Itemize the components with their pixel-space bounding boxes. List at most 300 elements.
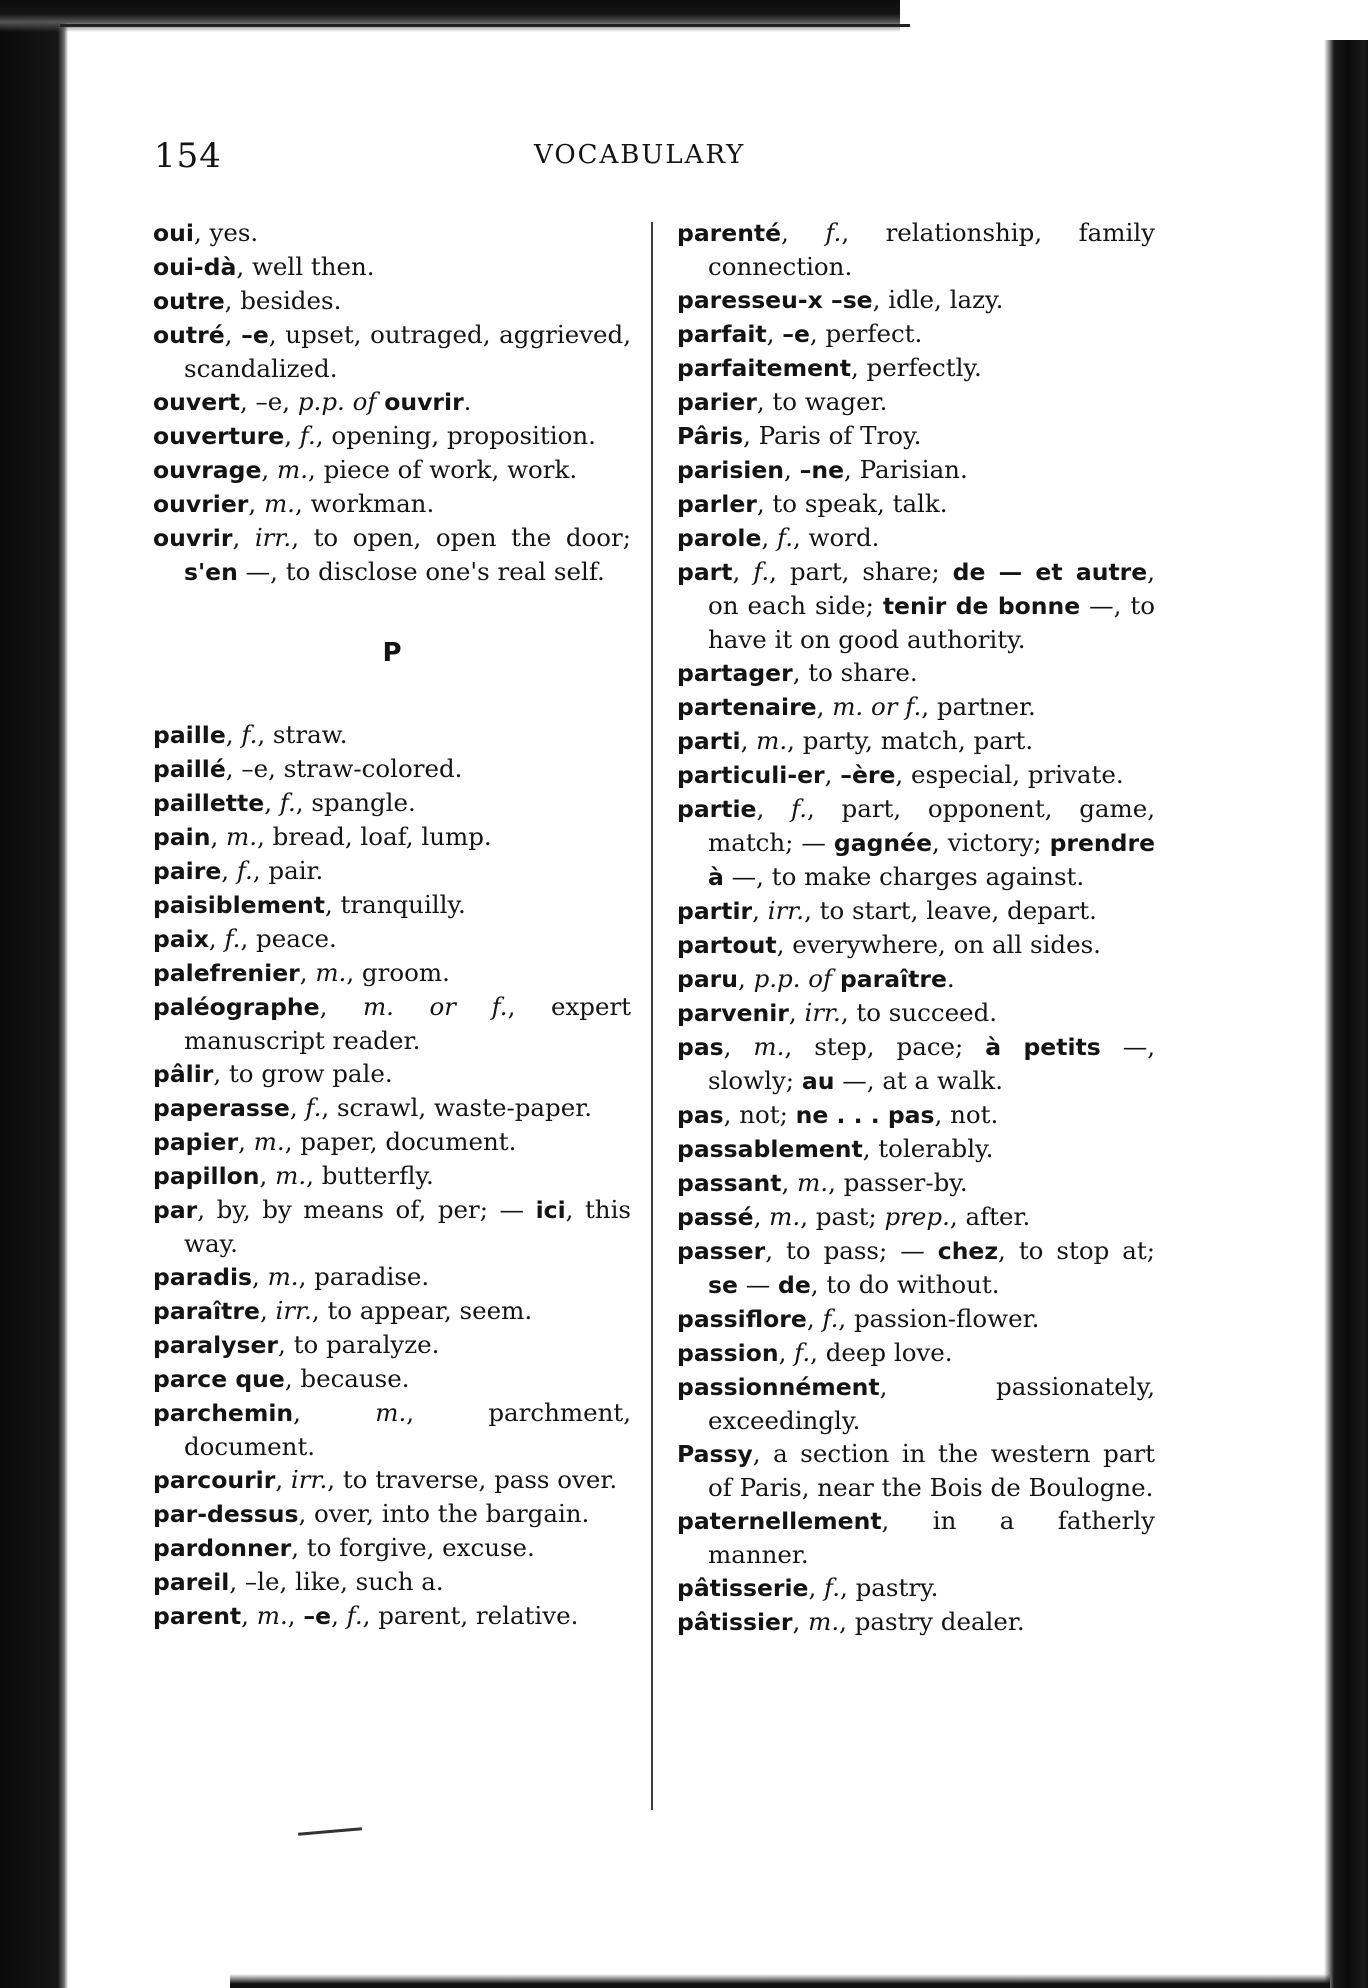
headword: paralyser bbox=[153, 1331, 279, 1359]
headword: paperasse bbox=[153, 1094, 290, 1122]
bottom-edge-shadow bbox=[230, 1974, 1330, 1988]
definition-text: , victory; bbox=[932, 828, 1050, 857]
definition-text: , bbox=[264, 788, 280, 817]
grammar-abbrev: m. bbox=[256, 1601, 288, 1630]
dictionary-entry bbox=[677, 487, 1155, 521]
definition-text: —, to have it on good authority. bbox=[708, 591, 1155, 654]
definition-text: , bbox=[259, 1161, 276, 1190]
dictionary-entry bbox=[153, 385, 631, 419]
headword: de — et autre bbox=[952, 558, 1148, 586]
definition-text: , workman. bbox=[294, 489, 435, 518]
definition-text: , because. bbox=[284, 1364, 410, 1393]
headword: parfaitement bbox=[677, 354, 851, 382]
definition-text: , Parisian. bbox=[844, 455, 968, 484]
definition-text: , to share. bbox=[792, 658, 918, 687]
dictionary-entry bbox=[677, 724, 1155, 758]
dictionary-entry bbox=[677, 1098, 1155, 1132]
headword: –e bbox=[241, 321, 269, 349]
headword: partenaire bbox=[677, 693, 817, 721]
definition-text: , to grow pale. bbox=[213, 1059, 393, 1088]
grammar-abbrev: f. bbox=[753, 557, 770, 586]
definition-text: , deep love. bbox=[810, 1338, 953, 1367]
dictionary-entry bbox=[677, 317, 1155, 351]
grammar-abbrev: irr. bbox=[767, 896, 805, 925]
definition-text: , bbox=[299, 958, 316, 987]
definition-text: , opening, proposition. bbox=[315, 421, 596, 450]
grammar-abbrev: f. bbox=[224, 924, 241, 953]
dictionary-entry bbox=[153, 487, 631, 521]
dictionary-entry bbox=[677, 1234, 1155, 1302]
grammar-abbrev: p.p. of bbox=[297, 387, 377, 416]
dictionary-entry bbox=[677, 792, 1155, 894]
grammar-abbrev: m. bbox=[808, 1607, 840, 1636]
headword: paraître bbox=[839, 965, 947, 993]
headword: –ère bbox=[840, 761, 896, 789]
definition-text: , to paralyze. bbox=[278, 1330, 440, 1359]
headword: paire bbox=[153, 857, 222, 885]
headword: Passy bbox=[677, 1440, 753, 1468]
grammar-abbrev: f. bbox=[777, 523, 793, 552]
dictionary-entry bbox=[153, 1260, 631, 1294]
grammar-abbrev: m. or f. bbox=[362, 992, 508, 1021]
definition-text: , to do without. bbox=[810, 1270, 1000, 1299]
headword: oui-dà bbox=[153, 253, 237, 281]
definition-text: , bbox=[806, 1304, 823, 1333]
definition-text: , to wager. bbox=[756, 387, 888, 416]
definition-text: , especial, private. bbox=[895, 760, 1124, 789]
definition-text: , peace. bbox=[240, 924, 337, 953]
dictionary-entry bbox=[153, 1396, 631, 1463]
definition-text: , bbox=[284, 421, 300, 450]
headword: paisiblement bbox=[153, 891, 325, 919]
dictionary-entry bbox=[677, 283, 1155, 317]
headword: parler bbox=[677, 490, 757, 518]
definition-text: , –e, straw-colored. bbox=[225, 754, 463, 783]
headword: paternellement bbox=[677, 1507, 882, 1535]
definition-text: , past; bbox=[800, 1202, 885, 1231]
dictionary-entry bbox=[153, 521, 631, 589]
definition-text: —, to disclose one's real self. bbox=[237, 557, 605, 586]
definition-text: , expert manuscript reader. bbox=[184, 992, 631, 1055]
headword: parfait bbox=[677, 320, 767, 348]
definition-text: — bbox=[737, 1270, 779, 1299]
definition-text: —, at a walk. bbox=[834, 1066, 1003, 1095]
definition-text: , bbox=[331, 1601, 347, 1630]
dictionary-entry bbox=[153, 1193, 631, 1260]
grammar-abbrev: f. bbox=[346, 1601, 363, 1630]
grammar-abbrev: m. or f. bbox=[832, 692, 922, 721]
headword: paillette bbox=[153, 789, 265, 817]
dictionary-entry bbox=[153, 1362, 631, 1396]
definition-text: , bbox=[788, 998, 805, 1027]
definition-text: , yes. bbox=[193, 218, 259, 247]
definition-text: , bbox=[808, 1573, 825, 1602]
definition-text: , bbox=[824, 760, 841, 789]
definition-text: , to traverse, pass over. bbox=[327, 1465, 618, 1494]
definition-text: , bbox=[293, 1398, 376, 1427]
dictionary-entry bbox=[677, 996, 1155, 1030]
grammar-abbrev: m. bbox=[753, 1032, 785, 1061]
headword: passant bbox=[677, 1169, 782, 1197]
grammar-abbrev: f. bbox=[241, 720, 258, 749]
definition-text: , to pass; — bbox=[765, 1236, 938, 1265]
dictionary-entry bbox=[153, 922, 631, 956]
definition-text: , bbox=[740, 726, 757, 755]
headword: passablement bbox=[677, 1135, 863, 1163]
dictionary-entry bbox=[153, 718, 631, 752]
definition-text: , tolerably. bbox=[862, 1134, 994, 1163]
dictionary-entry bbox=[677, 758, 1155, 792]
headword: papillon bbox=[153, 1162, 260, 1190]
definition-text: , bbox=[784, 455, 800, 484]
definition-text: —, slowly; bbox=[708, 1032, 1156, 1095]
definition-text: , not; bbox=[723, 1100, 796, 1129]
grammar-abbrev: f. bbox=[825, 218, 842, 247]
dictionary-entry bbox=[677, 1302, 1155, 1336]
definition-text: , to speak, talk. bbox=[756, 489, 948, 518]
definition-text: , Paris of Troy. bbox=[743, 421, 922, 450]
headword: prendre à bbox=[708, 829, 1156, 891]
dictionary-entry bbox=[153, 216, 631, 250]
grammar-abbrev: f. bbox=[824, 1573, 841, 1602]
headword: passé bbox=[677, 1203, 754, 1231]
definition-text: , scrawl, waste-paper. bbox=[321, 1093, 592, 1122]
dictionary-entry bbox=[153, 1599, 631, 1633]
headword: de bbox=[778, 1271, 811, 1299]
headword: outre bbox=[153, 287, 225, 315]
headword: paillé bbox=[153, 755, 226, 783]
headword: –e bbox=[303, 1602, 332, 1630]
grammar-abbrev: m. bbox=[267, 1262, 299, 1291]
definition-text: . bbox=[463, 387, 472, 416]
dictionary-entry bbox=[677, 1132, 1155, 1166]
definition-text: , to open, open the door; bbox=[291, 523, 632, 552]
definition-text: , bbox=[232, 523, 255, 552]
definition-text: , bbox=[252, 1262, 268, 1291]
headword: tenir de bonne bbox=[882, 592, 1081, 620]
headword: parcourir bbox=[153, 1466, 276, 1494]
dictionary-entry bbox=[677, 962, 1155, 996]
pen-stroke-mark bbox=[298, 1827, 362, 1836]
headword: –e bbox=[782, 320, 810, 348]
definition-text: , bbox=[738, 964, 754, 993]
definition-text: , bbox=[753, 1202, 770, 1231]
dictionary-entry bbox=[153, 888, 631, 922]
definition-text: . bbox=[946, 964, 955, 993]
headword: se bbox=[708, 1271, 738, 1299]
grammar-abbrev: m. bbox=[756, 726, 788, 755]
definition-text: , bbox=[225, 720, 242, 749]
dictionary-entry bbox=[677, 1166, 1155, 1200]
definition-text: , parent, relative. bbox=[362, 1601, 579, 1630]
headword: pardonner bbox=[153, 1534, 292, 1562]
dictionary-entry bbox=[153, 956, 631, 990]
definition-text: , bbox=[723, 1032, 754, 1061]
definition-text: , after. bbox=[949, 1202, 1031, 1231]
bound-edge-shadow bbox=[0, 0, 68, 1988]
headword: partout bbox=[677, 931, 777, 959]
definition-text: , parchment, document. bbox=[184, 1398, 631, 1461]
definition-text: —, to make charges against. bbox=[723, 862, 1085, 891]
headword: ouvert bbox=[153, 388, 240, 416]
headword: parchemin bbox=[153, 1399, 294, 1427]
dictionary-entry bbox=[153, 1159, 631, 1193]
headword: passionnément bbox=[677, 1373, 880, 1401]
definition-text: , pastry. bbox=[840, 1573, 939, 1602]
dictionary-entry bbox=[677, 656, 1155, 690]
definition-text: , to appear, seem. bbox=[311, 1296, 533, 1325]
dictionary-entry bbox=[677, 1605, 1155, 1639]
headword: s'en bbox=[184, 558, 238, 586]
dictionary-entry bbox=[153, 820, 631, 854]
headword: parole bbox=[677, 524, 762, 552]
dictionary-entry bbox=[153, 1294, 631, 1328]
definition-text: , idle, lazy. bbox=[872, 285, 1004, 314]
definition-text: , a section in the western part of Paris, near the Bois de Boulogne. bbox=[708, 1439, 1155, 1502]
headword: paru bbox=[677, 965, 738, 993]
grammar-abbrev: irr. bbox=[254, 523, 292, 552]
definition-text: , bbox=[756, 794, 792, 823]
dictionary-entry bbox=[153, 1463, 631, 1497]
dictionary-entry bbox=[153, 1497, 631, 1531]
dictionary-entry bbox=[153, 1125, 631, 1159]
definition-text: , bbox=[224, 320, 242, 349]
dictionary-entry bbox=[153, 1328, 631, 1362]
grammar-abbrev: f. bbox=[299, 421, 316, 450]
definition-text: , piece of work, work. bbox=[308, 455, 578, 484]
headword: parce que bbox=[153, 1365, 285, 1393]
headword: papier bbox=[153, 1128, 239, 1156]
definition-text: , bbox=[792, 1607, 809, 1636]
dictionary-entry bbox=[677, 351, 1155, 385]
dictionary-entry bbox=[677, 419, 1155, 453]
definition-text: , part, opponent, game, match; — bbox=[708, 794, 1156, 857]
grammar-abbrev: prep. bbox=[884, 1202, 950, 1231]
dictionary-entry bbox=[153, 1057, 631, 1091]
definition-text: , bbox=[319, 992, 363, 1021]
definition-text: , passer-by. bbox=[828, 1168, 968, 1197]
dictionary-entry bbox=[153, 990, 631, 1057]
definition-text: , bbox=[778, 1338, 795, 1367]
definition-text: , besides. bbox=[224, 286, 342, 315]
headword: parier bbox=[677, 388, 757, 416]
definition-text: , bbox=[816, 692, 833, 721]
definition-text: , on each side; bbox=[708, 557, 1156, 620]
grammar-abbrev: m. bbox=[263, 489, 295, 518]
grammar-abbrev: m. bbox=[226, 822, 258, 851]
headword: ouvrir bbox=[384, 388, 464, 416]
definition-text: , party, match, part. bbox=[787, 726, 1034, 755]
definition-text: , partner. bbox=[921, 692, 1036, 721]
headword: ouvrage bbox=[153, 456, 262, 484]
grammar-abbrev: f. bbox=[794, 1338, 811, 1367]
headword: pâtissier bbox=[677, 1608, 793, 1636]
definition-text: , bbox=[259, 1296, 276, 1325]
definition-text: , bbox=[287, 1601, 304, 1630]
grammar-abbrev: m. bbox=[275, 1161, 307, 1190]
headword: partie bbox=[677, 795, 757, 823]
headword: par-dessus bbox=[153, 1500, 299, 1528]
grammar-abbrev: m. bbox=[769, 1202, 801, 1231]
left-column bbox=[153, 216, 631, 1633]
column-rule bbox=[651, 222, 653, 1810]
dictionary-entry bbox=[677, 894, 1155, 928]
dictionary-entry bbox=[153, 284, 631, 318]
grammar-abbrev: f. bbox=[279, 788, 296, 817]
headword: oui bbox=[153, 219, 194, 247]
headword: ouvrier bbox=[153, 490, 249, 518]
definition-text: , pair. bbox=[252, 856, 324, 885]
dictionary-entry bbox=[153, 1091, 631, 1125]
dictionary-entry bbox=[153, 1531, 631, 1565]
grammar-abbrev: f. bbox=[236, 856, 253, 885]
headword: passiflore bbox=[677, 1305, 807, 1333]
definition-text: , bbox=[275, 1465, 291, 1494]
definition-text: , –e, bbox=[239, 387, 298, 416]
grammar-abbrev: p.p. of bbox=[753, 964, 833, 993]
dictionary-entry bbox=[153, 250, 631, 284]
definition-text: , bbox=[761, 523, 777, 552]
definition-text: , groom. bbox=[346, 958, 450, 987]
dictionary-entry bbox=[153, 419, 631, 453]
definition-text: , by, by means of, per; — bbox=[197, 1195, 536, 1224]
grammar-abbrev: m. bbox=[276, 455, 309, 484]
headword: part bbox=[677, 558, 733, 586]
headword: pâlir bbox=[153, 1060, 214, 1088]
headword: ouvrir bbox=[153, 524, 233, 552]
dictionary-entry bbox=[153, 318, 631, 385]
headword: paille bbox=[153, 721, 226, 749]
headword: pas bbox=[677, 1033, 724, 1061]
headword: pareil bbox=[153, 1568, 230, 1596]
headword: pain bbox=[153, 823, 211, 851]
grammar-abbrev: irr. bbox=[804, 998, 841, 1027]
dictionary-entry bbox=[677, 521, 1155, 555]
dictionary-entry bbox=[677, 1370, 1155, 1437]
headword: Pâris bbox=[677, 422, 744, 450]
definition-text: , well then. bbox=[236, 252, 375, 281]
definition-text: , this way. bbox=[184, 1195, 631, 1258]
headword: paléographe bbox=[153, 993, 320, 1021]
dictionary-entry bbox=[153, 453, 631, 487]
page-number: 154 bbox=[154, 136, 222, 176]
headword: parisien bbox=[677, 456, 785, 484]
headword: passion bbox=[677, 1339, 779, 1367]
definition-text: , bbox=[238, 1127, 254, 1156]
definition-text: , bbox=[208, 924, 225, 953]
dictionary-entry bbox=[677, 453, 1155, 487]
dictionary-entry bbox=[677, 1571, 1155, 1605]
headword: paraître bbox=[153, 1297, 260, 1325]
definition-text: , spangle. bbox=[295, 788, 416, 817]
dictionary-entry bbox=[677, 1336, 1155, 1370]
definition-text: , relationship, family connection. bbox=[708, 218, 1155, 281]
definition-text: , step, pace; bbox=[784, 1032, 986, 1061]
definition-text: , to succeed. bbox=[840, 998, 998, 1027]
headword: outré bbox=[153, 321, 225, 349]
definition-text: , bbox=[289, 1093, 306, 1122]
grammar-abbrev: f. bbox=[791, 794, 808, 823]
definition-text: , bbox=[261, 455, 277, 484]
definition-text: , bbox=[221, 856, 237, 885]
headword: ouverture bbox=[153, 422, 285, 450]
headword: chez bbox=[937, 1237, 999, 1265]
dictionary-entry bbox=[677, 1437, 1155, 1504]
grammar-abbrev: irr. bbox=[275, 1296, 312, 1325]
definition-text: , bbox=[781, 1168, 798, 1197]
headword: partager bbox=[677, 659, 793, 687]
running-head: VOCABULARY bbox=[534, 140, 746, 170]
definition-text: , butterfly. bbox=[306, 1161, 434, 1190]
dictionary-entry bbox=[677, 1030, 1155, 1098]
definition-text: , pastry dealer. bbox=[839, 1607, 1025, 1636]
dictionary-entry bbox=[677, 928, 1155, 962]
definition-text: , perfectly. bbox=[850, 353, 982, 382]
headword: parenté bbox=[677, 219, 782, 247]
headword: –ne bbox=[799, 456, 845, 484]
grammar-abbrev: irr. bbox=[290, 1465, 328, 1494]
headword: paradis bbox=[153, 1263, 252, 1291]
definition-text: , perfect. bbox=[809, 319, 923, 348]
headword: paresseu-x –se bbox=[677, 286, 873, 314]
definition-text: , upset, outraged, aggrieved, scandalized. bbox=[184, 320, 632, 383]
headword: ne . . . pas bbox=[795, 1101, 935, 1129]
headword: parvenir bbox=[677, 999, 789, 1027]
grammar-abbrev: m. bbox=[375, 1398, 407, 1427]
definition-text: , bread, loaf, lump. bbox=[257, 822, 492, 851]
headword: ici bbox=[535, 1196, 566, 1224]
definition-text: , to stop at; bbox=[998, 1236, 1155, 1265]
definition-text: , straw. bbox=[257, 720, 348, 749]
definition-text: , to start, leave, depart. bbox=[804, 896, 1097, 925]
dictionary-entry bbox=[153, 1565, 631, 1599]
definition-text: , bbox=[766, 319, 783, 348]
definition-text: , part, share; bbox=[769, 557, 953, 586]
definition-text: , over, into the bargain. bbox=[298, 1499, 590, 1528]
dictionary-entry bbox=[677, 690, 1155, 724]
dictionary-entry bbox=[153, 786, 631, 820]
dictionary-entry bbox=[153, 854, 631, 888]
definition-text: , passion-flower. bbox=[838, 1304, 1040, 1333]
headword: parti bbox=[677, 727, 741, 755]
headword: pas bbox=[677, 1101, 724, 1129]
headword: au bbox=[801, 1067, 835, 1095]
definition-text: , not. bbox=[934, 1100, 999, 1129]
definition-text: , in a fatherly manner. bbox=[708, 1506, 1155, 1569]
definition-text: , paradise. bbox=[298, 1262, 430, 1291]
definition-text: , word. bbox=[792, 523, 880, 552]
definition-text bbox=[832, 964, 840, 993]
definition-text: , tranquilly. bbox=[324, 890, 466, 919]
definition-text: , everywhere, on all sides. bbox=[776, 930, 1101, 959]
dictionary-entry bbox=[677, 1504, 1155, 1571]
definition-text: , passionately, exceedingly. bbox=[708, 1372, 1155, 1435]
grammar-abbrev: f. bbox=[305, 1093, 322, 1122]
headword: gagnée bbox=[833, 829, 933, 857]
headword: palefrenier bbox=[153, 959, 300, 987]
dictionary-entry bbox=[677, 555, 1155, 656]
top-edge-shadow bbox=[0, 0, 900, 32]
headword: passer bbox=[677, 1237, 766, 1265]
definition-text: , paper, document. bbox=[284, 1127, 517, 1156]
definition-text: , bbox=[248, 489, 264, 518]
grammar-abbrev: m. bbox=[797, 1168, 829, 1197]
grammar-abbrev: m. bbox=[315, 958, 347, 987]
headword: parent bbox=[153, 1602, 242, 1630]
grammar-abbrev: m. bbox=[253, 1127, 285, 1156]
headword: pâtisserie bbox=[677, 1574, 809, 1602]
definition-text: , bbox=[732, 557, 754, 586]
